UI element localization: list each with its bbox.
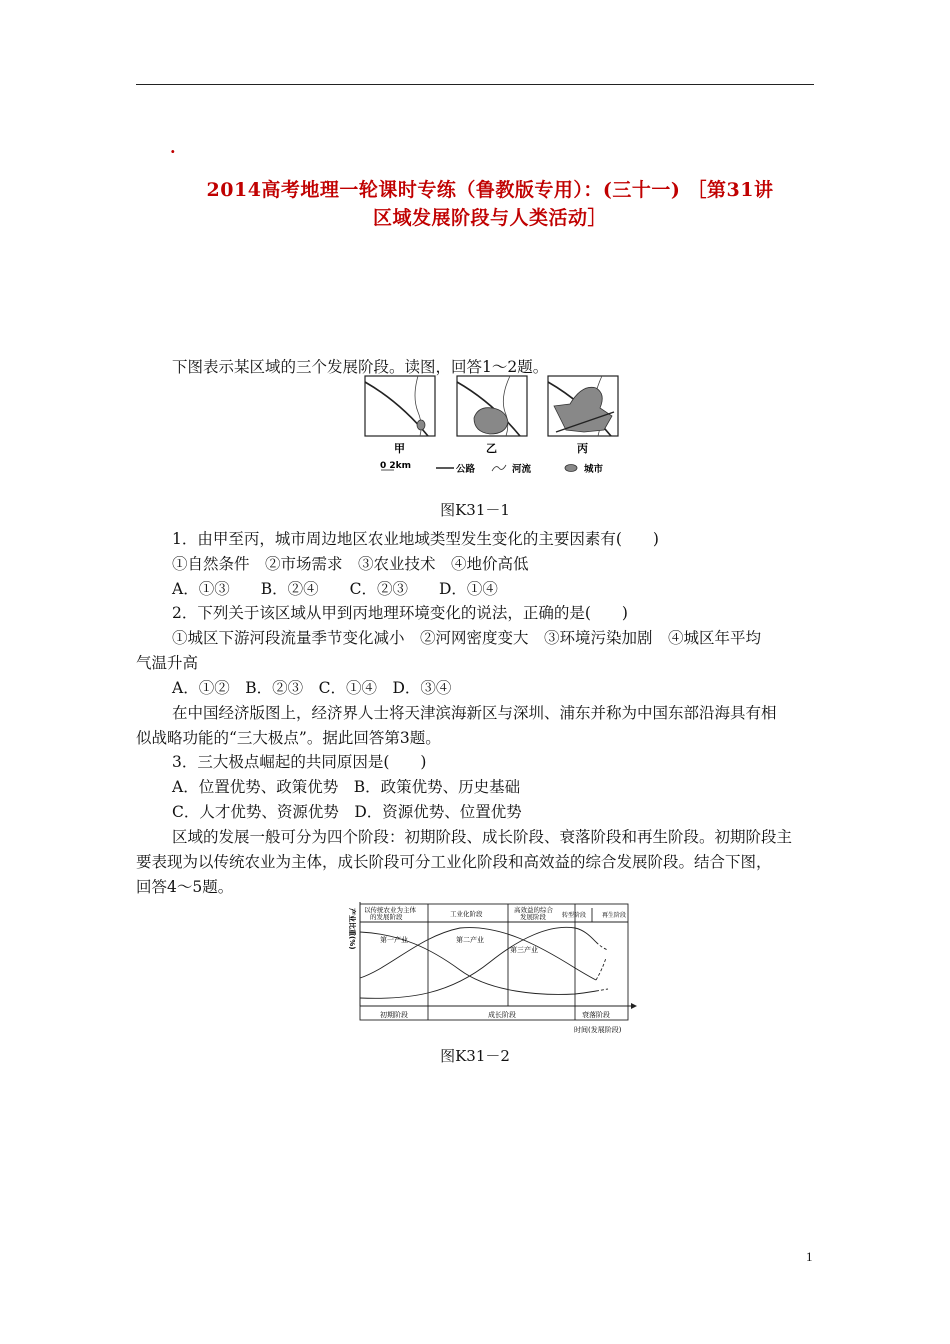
- panel-yi: [457, 376, 527, 436]
- question-1-stem: 1．由甲至丙，城市周边地区农业地域类型发生变化的主要因素有( ): [172, 530, 659, 548]
- fig2-top-traditional-line1: 以传统农业为主体: [364, 906, 416, 914]
- fig2-top-efficient-line2: 发展阶段: [520, 913, 546, 921]
- fig2-ylabel: 产业比重(%): [348, 908, 356, 950]
- panel-bing: [548, 376, 618, 436]
- question-1-items: ①自然条件 ②市场需求 ③农业技术 ④地价高低: [172, 555, 529, 573]
- stage-initial: 初期阶段: [380, 1011, 408, 1019]
- question-1-options: A．①③ B．②④ C．②③ D．①④: [172, 580, 498, 598]
- stage-growth: 成长阶段: [488, 1011, 516, 1019]
- legend-city-label: 城市: [584, 464, 604, 475]
- curve-secondary-dashed: [596, 958, 606, 980]
- fig2-top-transition: 转型阶段: [562, 912, 587, 919]
- question-2-options: A．①② B．②③ C．①④ D．③④: [172, 679, 452, 697]
- fig2-top-industrial: 工业化阶段: [450, 910, 483, 918]
- intro-q4-line2: 要表现为以传统农业为主体，成长阶段可分工业化阶段和高效益的综合发展阶段。结合下图，: [136, 853, 772, 871]
- panel-label-jia: 甲: [394, 442, 405, 455]
- panel-label-bing: 丙: [577, 442, 588, 455]
- curve-tertiary-dashed: [596, 942, 608, 950]
- question-3-options-ab: A．位置优势、政策优势 B．政策优势、历史基础: [172, 778, 521, 796]
- legend-river-symbol: [492, 465, 506, 471]
- curve-label-tertiary: 第三产业: [510, 946, 538, 954]
- intro-q3-line1: 在中国经济版图上，经济界人士将天津滨海新区与深圳、浦东并称为中国东部沿海具有相: [172, 704, 777, 722]
- intro-q4-line3: 回答4～5题。: [136, 878, 234, 896]
- fig2-top-efficient-line1: 高效益的综合: [514, 906, 553, 914]
- fig2-frame: [360, 904, 628, 1020]
- question-3-stem: 3．三大极点崛起的共同原因是( ): [172, 753, 427, 771]
- intro-q3-line2: 似战略功能的“三大极点”。据此回答第3题。: [136, 729, 441, 747]
- fig2-top-traditional-line2: 的发展阶段: [370, 913, 403, 921]
- figure-k31-1: [360, 372, 620, 484]
- page-title-line2: 区域发展阶段与人类活动］: [372, 207, 607, 229]
- fig2-top-regeneration: 再生阶段: [602, 912, 627, 919]
- figure-k31-2: [340, 898, 640, 1040]
- legend-road-label: 公路: [456, 464, 476, 475]
- legend-scale: 0 2km: [380, 461, 412, 471]
- figure-caption-k31-2: 图K31－2: [440, 1047, 510, 1065]
- legend-city-symbol: [565, 465, 577, 472]
- fig2-xlabel: 时间(发展阶段): [574, 1026, 622, 1034]
- curve-primary-dashed: [596, 989, 608, 991]
- panel-label-yi: 乙: [486, 442, 497, 455]
- page-number: 1: [806, 1249, 813, 1264]
- figure-caption-k31-1: 图K31－1: [440, 501, 510, 519]
- legend-river-label: 河流: [512, 464, 532, 475]
- header-dot: .: [170, 138, 176, 157]
- intro-q4-line1: 区域的发展一般可分为四个阶段：初期阶段、成长阶段、衰落阶段和再生阶段。初期阶段主: [172, 828, 793, 846]
- question-2-items-line1: ①城区下游河段流量季节变化减小 ②河网密度变大 ③环境污染加剧 ④城区年平均: [172, 629, 762, 647]
- header-rule: [136, 84, 814, 85]
- question-2-stem: 2．下列关于该区域从甲到丙地理环境变化的说法，正确的是( ): [172, 604, 628, 622]
- panel-jia: [365, 376, 435, 436]
- legend: [380, 461, 604, 475]
- page-title-line1: 2014高考地理一轮课时专练（鲁教版专用）：(三十一) ［第31讲: [206, 179, 774, 201]
- curve-label-primary: 第一产业: [380, 936, 408, 944]
- stage-decline: 衰落阶段: [582, 1011, 610, 1019]
- intro-fig1: 下图表示某区域的三个发展阶段。读图，回答1～2题。: [172, 358, 549, 376]
- question-3-options-cd: C．人才优势、资源优势 D．资源优势、位置优势: [172, 803, 522, 821]
- question-2-items-line2: 气温升高: [136, 654, 199, 672]
- curve-label-secondary: 第二产业: [456, 936, 484, 944]
